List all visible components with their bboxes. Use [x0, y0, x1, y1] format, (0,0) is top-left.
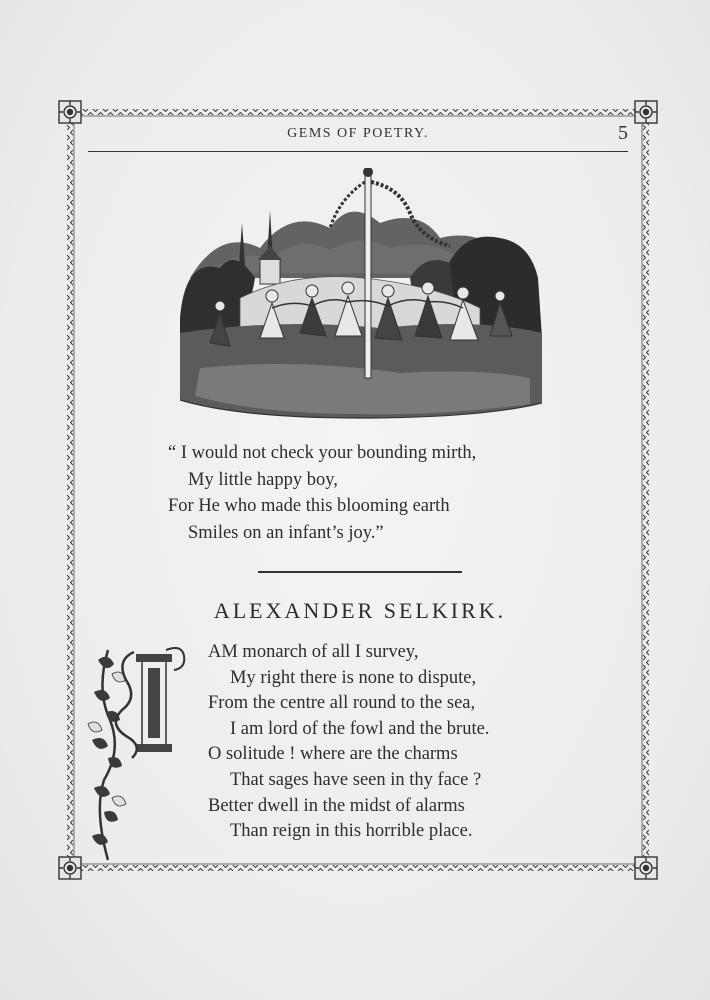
page-number: 5 — [618, 122, 628, 144]
decorated-initial-i — [86, 640, 196, 865]
poem-line: My right there is none to dispute, — [230, 667, 477, 688]
running-title: GEMS OF POETRY. — [287, 126, 429, 141]
poem-line: Better dwell in the midst of alarms — [208, 795, 465, 816]
poem-line: O solitude ! where are the charms — [208, 744, 458, 765]
verse-quotation — [168, 440, 588, 546]
poem-title: ALEXANDER SELKIRK. — [213, 598, 507, 623]
poem-line: From the centre all round to the sea, — [208, 693, 476, 714]
poem-line: I am lord of the fowl and the brute. — [230, 718, 490, 739]
maypole-dance-woodcut — [180, 168, 542, 424]
poem-stanza — [208, 640, 608, 845]
poem-line: AM monarch of all I survey, — [208, 642, 419, 662]
section-divider — [258, 571, 462, 573]
verse-line: Smiles on an infant’s joy.” — [188, 522, 384, 543]
poem-line: That sages have seen in thy face ? — [230, 769, 482, 790]
header-rule — [88, 151, 628, 152]
running-head — [88, 124, 628, 152]
verse-line: For He who made this blooming earth — [168, 496, 450, 516]
verse-line: My little happy boy, — [188, 469, 338, 490]
poem-line: Than reign in this horrible place. — [230, 821, 473, 842]
verse-line: “ I would not check your bounding mirth, — [168, 443, 477, 463]
